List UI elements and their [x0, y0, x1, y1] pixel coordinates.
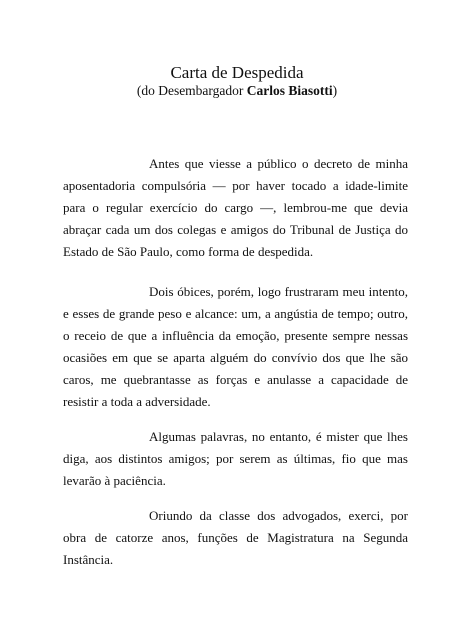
subtitle-suffix: )	[332, 83, 338, 98]
document-title: Carta de Despedida	[170, 63, 304, 82]
author-name: Carlos Biasotti	[246, 83, 333, 98]
paragraph-3: Algumas palavras, no entanto, é mister que lhes diga, aos distintos amigos; por serem as últimas, fio que mas levarão à paciência.	[63, 429, 408, 488]
paragraph-1: Antes que viesse a público o decreto de minha aposentadoria compulsória — por haver tocado a idade-limite para o regular exercício do cargo —, lembrou-me que devia abraçar cada um dos colegas e amigos do Tribunal de Justiça do Estado de São Paulo, como forma de despedida.	[63, 156, 408, 259]
document-subtitle	[0, 82, 474, 100]
paragraph-2: Dois óbices, porém, logo frustraram meu intento, e esses de grande peso e alcance: um, a angústia de tempo; outro, o receio de que a influência da emoção, presente sempre nessas ocasiões em que se aparta alguém do convívio dos que lhe são caros, me quebrantasse as forças e anulasse a capacidade de resistir a toda a adversidade.	[63, 284, 408, 409]
subtitle-prefix: (do Desembargador	[136, 83, 247, 98]
paragraph-4: Oriundo da classe dos advogados, exerci, por obra de catorze anos, funções de Magistratura na Segunda Instância.	[63, 508, 408, 567]
